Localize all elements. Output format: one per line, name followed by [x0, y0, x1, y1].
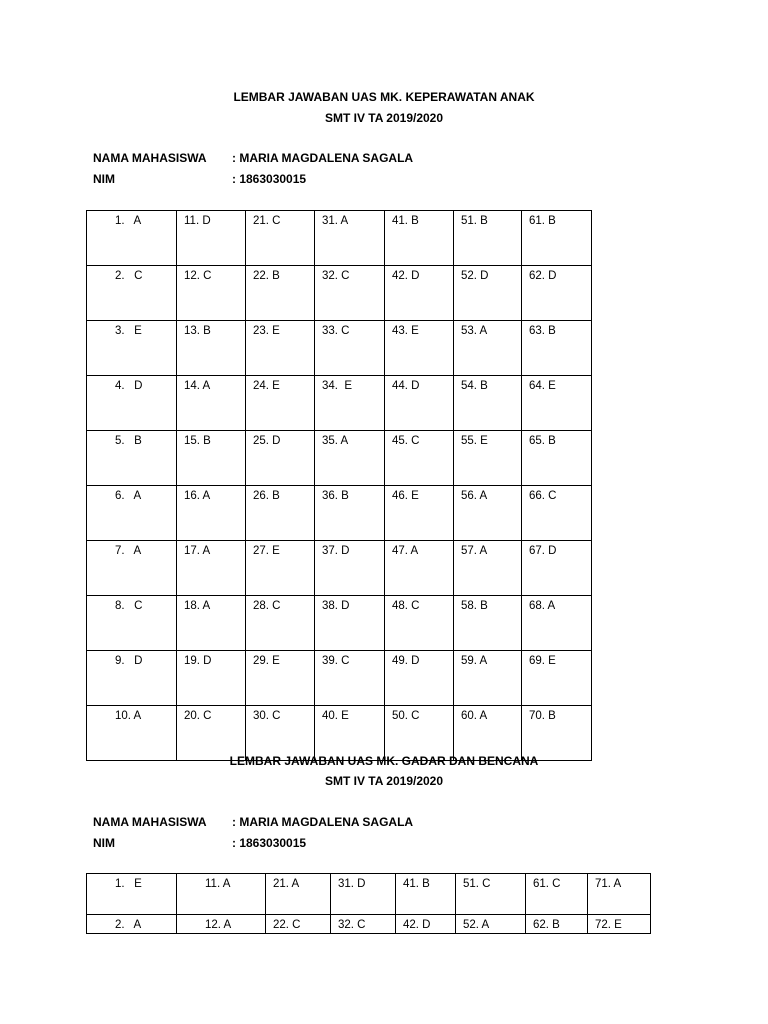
answer-cell: 47. A	[385, 541, 454, 596]
answer-cell: 52. A	[456, 915, 526, 934]
answer-cell: 61. C	[526, 874, 588, 915]
answer-cell: 45. C	[385, 431, 454, 486]
answer-cell: 7. A	[87, 541, 177, 596]
section2-subtitle: SMT IV TA 2019/2020	[324, 774, 444, 788]
answer-cell: 31. A	[315, 211, 385, 266]
answer-cell: 18. A	[177, 596, 246, 651]
answer-cell: 21. C	[246, 211, 315, 266]
name-value: : MARIA MAGDALENA SAGALA	[232, 815, 414, 829]
answer-cell: 12. C	[177, 266, 246, 321]
answer-cell: 32. C	[331, 915, 396, 934]
answer-cell: 17. A	[177, 541, 246, 596]
answer-cell: 38. D	[315, 596, 385, 651]
answer-cell: 26. B	[246, 486, 315, 541]
answer-cell: 10. A	[87, 706, 177, 761]
answer-cell: 1. A	[87, 211, 177, 266]
answer-cell: 8. C	[87, 596, 177, 651]
answer-cell: 13. B	[177, 321, 246, 376]
answer-cell: 19. D	[177, 651, 246, 706]
answer-cell: 37. D	[315, 541, 385, 596]
answer-cell: 70. B	[522, 706, 592, 761]
answer-cell: 51. C	[456, 874, 526, 915]
table-row	[87, 651, 592, 706]
section1-subtitle: SMT IV TA 2019/2020	[324, 111, 444, 125]
answer-cell: 35. A	[315, 431, 385, 486]
answer-cell: 42. D	[385, 266, 454, 321]
section2-title: LEMBAR JAWABAN UAS MK. GADAR DAN BENCANA	[229, 754, 539, 768]
answer-cell: 32. C	[315, 266, 385, 321]
answer-cell: 33. C	[315, 321, 385, 376]
answer-cell: 36. B	[315, 486, 385, 541]
answer-cell: 65. B	[522, 431, 592, 486]
answer-cell: 52. D	[454, 266, 522, 321]
answer-cell: 28. C	[246, 596, 315, 651]
answer-cell: 72. E	[588, 915, 651, 934]
answer-cell: 62. D	[522, 266, 592, 321]
answer-cell: 34. E	[315, 376, 385, 431]
answer-cell: 31. D	[331, 874, 396, 915]
answer-cell: 24. E	[246, 376, 315, 431]
answer-cell: 40. E	[315, 706, 385, 761]
answer-cell: 60. A	[454, 706, 522, 761]
answer-cell: 68. A	[522, 596, 592, 651]
answer-cell: 9. D	[87, 651, 177, 706]
answer-cell: 3. E	[87, 321, 177, 376]
answer-cell: 4. D	[87, 376, 177, 431]
answer-cell: 12. A	[177, 915, 266, 934]
answer-cell: 55. E	[454, 431, 522, 486]
answer-cell: 29. E	[246, 651, 315, 706]
table-row	[87, 541, 592, 596]
answer-cell: 6. A	[87, 486, 177, 541]
section1-title: LEMBAR JAWABAN UAS MK. KEPERAWATAN ANAK	[233, 90, 535, 104]
answer-cell: 22. B	[246, 266, 315, 321]
answer-cell: 42. D	[396, 915, 456, 934]
answer-cell: 5. B	[87, 431, 177, 486]
answer-cell: 20. C	[177, 706, 246, 761]
answer-cell: 23. E	[246, 321, 315, 376]
nim-value: : 1863030015	[232, 836, 307, 850]
answer-cell: 16. A	[177, 486, 246, 541]
answer-cell: 25. D	[246, 431, 315, 486]
answer-cell: 14. A	[177, 376, 246, 431]
answer-cell: 54. B	[454, 376, 522, 431]
table-row	[87, 211, 592, 266]
name-value: : MARIA MAGDALENA SAGALA	[232, 151, 414, 165]
table-row	[87, 431, 592, 486]
table-row	[87, 321, 592, 376]
table-row	[87, 266, 592, 321]
answer-table-keperawatan-anak	[86, 210, 592, 761]
answer-cell: 56. A	[454, 486, 522, 541]
answer-cell: 44. D	[385, 376, 454, 431]
answer-cell: 62. B	[526, 915, 588, 934]
answer-cell: 48. C	[385, 596, 454, 651]
answer-cell: 41. B	[396, 874, 456, 915]
nim-value: : 1863030015	[232, 172, 307, 186]
name-label: NAMA MAHASISWA	[93, 815, 207, 829]
answer-cell: 50. C	[385, 706, 454, 761]
name-label: NAMA MAHASISWA	[93, 151, 207, 165]
answer-cell: 21. A	[266, 874, 331, 915]
answer-cell: 15. B	[177, 431, 246, 486]
answer-cell: 58. B	[454, 596, 522, 651]
answer-cell: 67. D	[522, 541, 592, 596]
answer-cell: 59. A	[454, 651, 522, 706]
table-row	[87, 486, 592, 541]
answer-cell: 41. B	[385, 211, 454, 266]
answer-cell: 43. E	[385, 321, 454, 376]
answer-cell: 11. A	[177, 874, 266, 915]
answer-cell: 22. C	[266, 915, 331, 934]
table-row	[87, 915, 651, 934]
answer-cell: 30. C	[246, 706, 315, 761]
answer-table-gadar-dan-bencana	[86, 873, 651, 934]
answer-cell: 2. A	[87, 915, 177, 934]
answer-cell: 57. A	[454, 541, 522, 596]
answer-cell: 51. B	[454, 211, 522, 266]
table-row	[87, 874, 651, 915]
answer-cell: 27. E	[246, 541, 315, 596]
answer-cell: 11. D	[177, 211, 246, 266]
answer-cell: 2. C	[87, 266, 177, 321]
table-row	[87, 376, 592, 431]
nim-label: NIM	[93, 172, 115, 186]
answer-cell: 1. E	[87, 874, 177, 915]
answer-cell: 49. D	[385, 651, 454, 706]
answer-cell: 63. B	[522, 321, 592, 376]
answer-cell: 61. B	[522, 211, 592, 266]
nim-label: NIM	[93, 836, 115, 850]
answer-cell: 46. E	[385, 486, 454, 541]
answer-cell: 53. A	[454, 321, 522, 376]
answer-cell: 66. C	[522, 486, 592, 541]
table-row	[87, 596, 592, 651]
answer-cell: 64. E	[522, 376, 592, 431]
answer-cell: 71. A	[588, 874, 651, 915]
answer-cell: 39. C	[315, 651, 385, 706]
answer-cell: 69. E	[522, 651, 592, 706]
